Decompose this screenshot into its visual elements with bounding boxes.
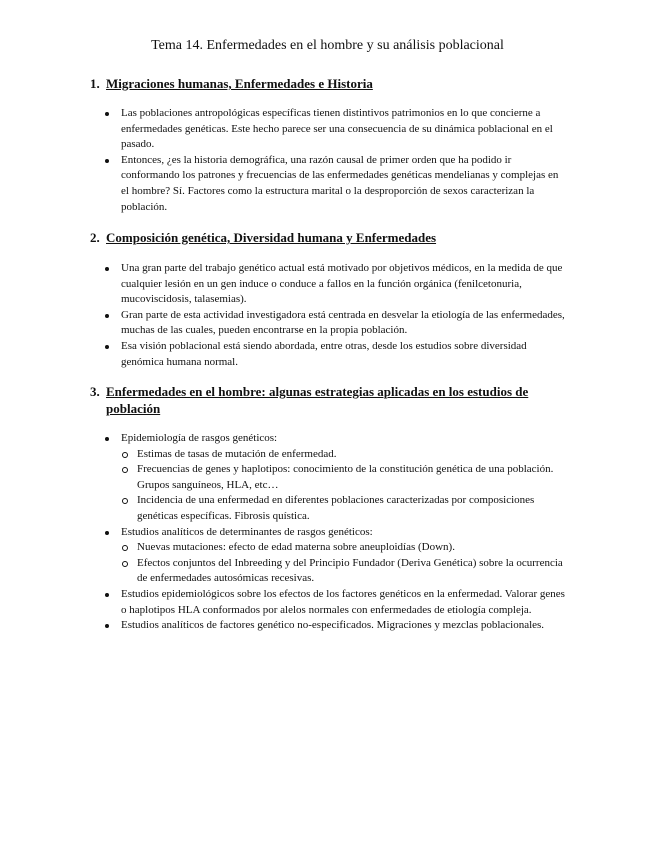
section-1-heading (90, 75, 560, 92)
list-item: Esa visión poblacional está siendo abordada, entre otras, desde los estudios sobre diversidad genómica humana normal. (121, 339, 566, 370)
list-item: Una gran parte del trabajo genético actual está motivado por objetivos médicos, en la medida de que cualquier lesión en un gen induce o conduce a fallos en la función orgánica (fenilcetonuria, mucoviscidosis, talasemias). (121, 261, 566, 308)
list-item (121, 431, 566, 525)
page-title: Tema 14. Enfermedades en el hombre y su análisis poblacional (151, 38, 504, 53)
section-title: Composición genética, Diversidad humana y Enfermedades (106, 230, 437, 245)
section-title: Enfermedades en el hombre: algunas estrategias aplicadas en los estudios de población (106, 384, 529, 416)
list-item (121, 525, 566, 587)
section-number: 3. (90, 384, 100, 399)
list-item: Gran parte de esta actividad investigadora está centrada en desvelar la etiología de las enfermedades, muchas de las cuales, pueden encontrarse en la propia población. (121, 308, 566, 339)
sub-list (121, 540, 566, 587)
section-1-list (121, 106, 566, 215)
section-3-list (121, 431, 566, 634)
list-item-text: Estudios epidemiológicos sobre los efectos de los factores genéticos en la enfermedad. Valorar genes o haplotipos HLA conformados por alelos normales con enfermedades de etiología compleja. (121, 587, 565, 616)
list-item-text: Estudios analíticos de factores genético no-especificados. Migraciones y mezclas poblacionales. (121, 619, 545, 632)
sub-list-item: Incidencia de una enfermedad en diferentes poblaciones caracterizadas por composiciones genéticas específicas. Fibrosis quística. (121, 493, 566, 524)
section-3-heading (90, 383, 560, 417)
list-item: Las poblaciones antropológicas específicas tienen distintivos patrimonios en lo que concierne a enfermedades genéticas. Este hecho parece ser una consecuencia de su dinámica poblacional en el pasado. (121, 106, 566, 153)
sub-list-item: Efectos conjuntos del Inbreeding y del Principio Fundador (Deriva Genética) sobre la ocurrencia de enfermedades autosómicas recesivas. (121, 556, 566, 587)
section-number: 2. (90, 230, 100, 245)
section-2-list (121, 261, 566, 370)
section-2-heading (90, 229, 560, 246)
sub-list-item: Frecuencias de genes y haplotipos: conocimiento de la constitución genética de una población. Grupos sanguíneos, HLA, etc… (121, 462, 566, 493)
section-title: Migraciones humanas, Enfermedades e Historia (106, 76, 373, 91)
sub-list-item: Nuevas mutaciones: efecto de edad materna sobre aneuploidías (Down). (121, 540, 566, 556)
list-item (121, 587, 566, 618)
list-item: Entonces, ¿es la historia demográfica, una razón causal de primer orden que ha podido ir conformando los patrones y frecuencias de las enfermedades genéticas mendelianas y complejas en el hombre? Sí. Factores como la estructura marital o la desproporción de sexos caracterizan la población. (121, 153, 566, 215)
sub-list-item: Estimas de tasas de mutación de enfermedad. (121, 447, 566, 463)
list-item-text: Epidemiología de rasgos genéticos: (121, 432, 278, 444)
list-item (121, 618, 566, 634)
list-item-text: Estudios analíticos de determinantes de rasgos genéticos: (121, 525, 373, 538)
sub-list (121, 447, 566, 525)
section-number: 1. (90, 76, 100, 91)
